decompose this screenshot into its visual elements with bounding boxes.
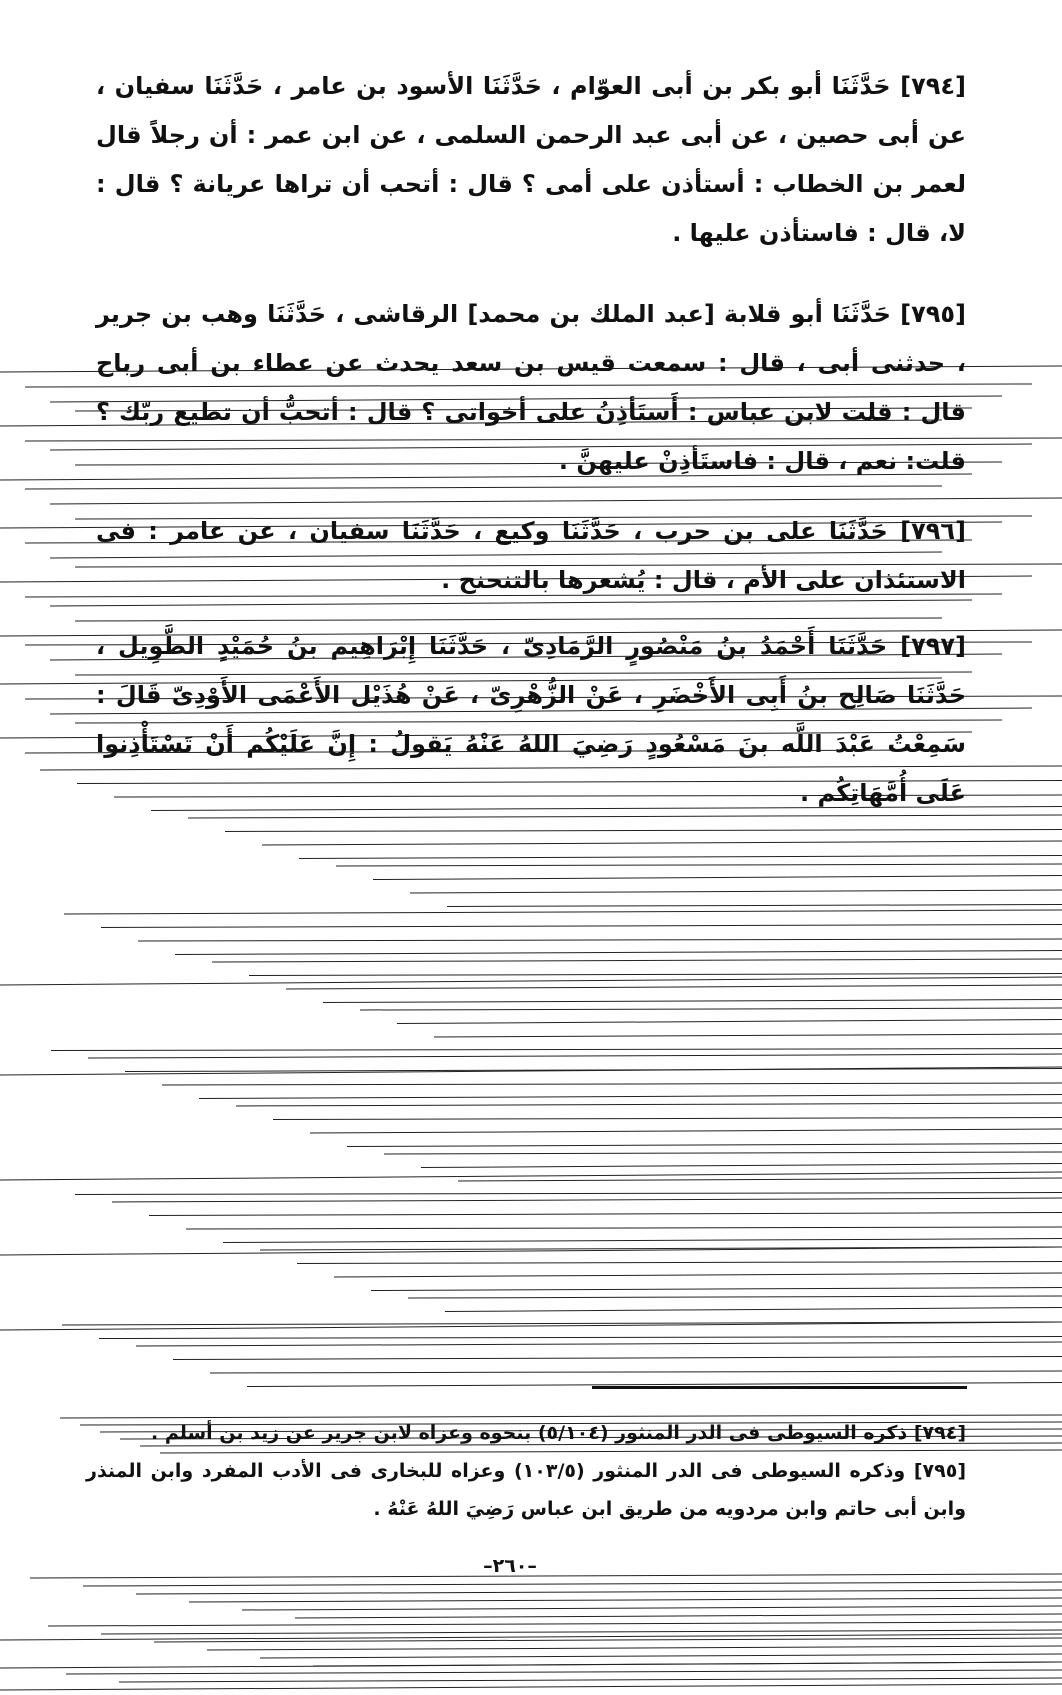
scan-line xyxy=(242,1606,1062,1610)
scan-line xyxy=(25,486,942,489)
scan-line xyxy=(260,1654,1062,1658)
scan-line xyxy=(186,1227,1062,1229)
scan-line xyxy=(0,977,1062,985)
scan-line xyxy=(119,1678,1062,1682)
scan-line xyxy=(0,1247,1062,1255)
scan-line xyxy=(410,890,1062,893)
footnote-separator xyxy=(592,1386,967,1389)
scan-line xyxy=(173,1357,1062,1360)
scan-line xyxy=(112,1198,1062,1202)
scan-line xyxy=(138,939,1062,941)
scan-line xyxy=(262,841,1062,845)
scan-line xyxy=(88,1054,1062,1058)
scan-line xyxy=(447,905,1062,907)
scan-line xyxy=(101,925,1062,928)
scan-line xyxy=(66,1670,1062,1674)
scan-line xyxy=(225,830,1062,832)
scan-line xyxy=(175,951,1062,955)
scan-line xyxy=(458,1178,1062,1181)
hadith-paragraph-795: [٧٩٥] حَدَّثَنَا أبو قلابة [عبد الملك بن محمد] الرقاشى ، حَدَّثَنَا وهب بن جرير ، حدثنى أبى ، قال : سمعت قيس بن سعد يحدث عن عطاء بن أبى رباح قال : قلت لابن عباس : أَستَأذِنُ على أخواتى ؟ قال : أتحبُّ أن تطيع ربّك ؟ قلت: نعم ، قال : فاستَأذِنْ عليهنَّ . xyxy=(96,300,966,475)
scan-line xyxy=(434,1034,1062,1037)
scan-line xyxy=(0,1662,1062,1668)
scan-line xyxy=(210,1371,1062,1373)
scan-line xyxy=(50,498,1062,504)
hadith-paragraph-797: [٧٩٧] حَدَّثَنَا أَحْمَدُ بنُ مَنْصُورٍ الرَّمَادِىّ ، حَدَّثَنَا إِبْرَاهِيم بنُ حُمَيْدٍ الطَّوِيل ، حَدَّثَنَا صَالِح بنُ أَبِى الأَخْضَرِ ، عَنْ الزُّهْرِىّ ، عَنْ هُذَيْل الأَعْمَى الأَوْدِىّ قَالَ : سَمِعْتُ عَبْدَ اللَّه بنَ مَسْعُودٍ رَضِيَ اللهُ عَنْهُ يَقولُ : إِنَّ عَلَيْكُم أَنْ تَسْتَأْذِنوا عَلَى أُمَّهَاتِكُم . xyxy=(96,632,966,807)
scan-line xyxy=(149,1213,1062,1216)
scan-line xyxy=(48,1622,1062,1626)
scan-line xyxy=(334,1273,1062,1277)
scan-line xyxy=(384,1152,1062,1154)
scan-line xyxy=(297,1262,1062,1264)
scan-line xyxy=(236,1103,1062,1106)
scan-line xyxy=(0,1684,1062,1690)
scan-line xyxy=(75,618,942,621)
scan-line xyxy=(397,1020,1062,1024)
scan-line xyxy=(212,959,1062,962)
scan-line xyxy=(347,1144,1062,1147)
scan-line xyxy=(445,1308,1062,1312)
hadith-paragraph-794: [٧٩٤] حَدَّثَنَا أبو بكر بن أبى العوّام ، حَدَّثَنَا الأسود بن عامر ، حَدَّثَنَا سفيان ، عن أبى حصين ، عن أبى عبد الرحمن السلمى ، عن ابن عمر : أن رجلاً قال لعمر بن الخطاب : أستأذن على أمى ؟ قال : أتحب أن تراها عريانة ؟ قال : لا، قال : فاستأذن عليها . xyxy=(96,72,966,247)
footnote-795: [٧٩٥] وذكره السيوطى فى الدر المنثور (١٠٣/٥) وعزاه للبخارى فى الأدب المفرد وابن المنذر وابن أبى حاتم وابن مردويه من طريق ابن عباس رَضِيَ اللهُ عَنْهُ . xyxy=(86,1460,966,1520)
scan-line xyxy=(189,1598,1062,1602)
scan-line xyxy=(99,1337,1062,1339)
scan-line xyxy=(299,856,1062,859)
scan-line xyxy=(408,1296,1062,1298)
scan-line xyxy=(249,974,1062,976)
scan-line xyxy=(207,1646,1062,1650)
scan-line xyxy=(199,1095,1062,1099)
scan-line xyxy=(83,1582,1062,1586)
scan-line xyxy=(125,1069,1062,1072)
scan-line xyxy=(373,876,1062,880)
scan-line xyxy=(64,910,1062,914)
scan-line xyxy=(421,1164,1062,1168)
scan-line xyxy=(136,1342,1062,1346)
hadith-paragraph-796: [٧٩٦] حَدَّثَنَا على بن حرب ، حَدَّثَنَا وكيع ، حَدَّثَنَا سفيان ، عن عامر : فى الاستئذان على الأم ، قال : يُشعرها بالتنحنح . xyxy=(96,517,966,594)
scan-line xyxy=(162,1083,1062,1085)
scan-line xyxy=(101,1630,1062,1634)
scan-line xyxy=(223,1239,1062,1243)
scan-line xyxy=(75,1193,1062,1195)
scan-line xyxy=(51,1049,1062,1051)
scan-line xyxy=(310,1129,1062,1133)
scan-line xyxy=(360,1008,1062,1010)
scan-line xyxy=(295,1614,1062,1618)
scan-line xyxy=(286,985,1062,989)
scan-line xyxy=(336,864,1062,866)
scan-line xyxy=(273,1118,1062,1120)
scan-line xyxy=(323,1000,1062,1003)
footnote-794: [٧٩٤] ذكره السيوطى فى الدر المنثور (٥/١٠٤) بنحوه وعزاه لابن جرير عن زيد بن أسلم . xyxy=(151,1422,966,1444)
page-number: –٢٦٠– xyxy=(483,1555,537,1577)
scan-line xyxy=(136,1590,1062,1594)
scan-line xyxy=(371,1288,1062,1291)
